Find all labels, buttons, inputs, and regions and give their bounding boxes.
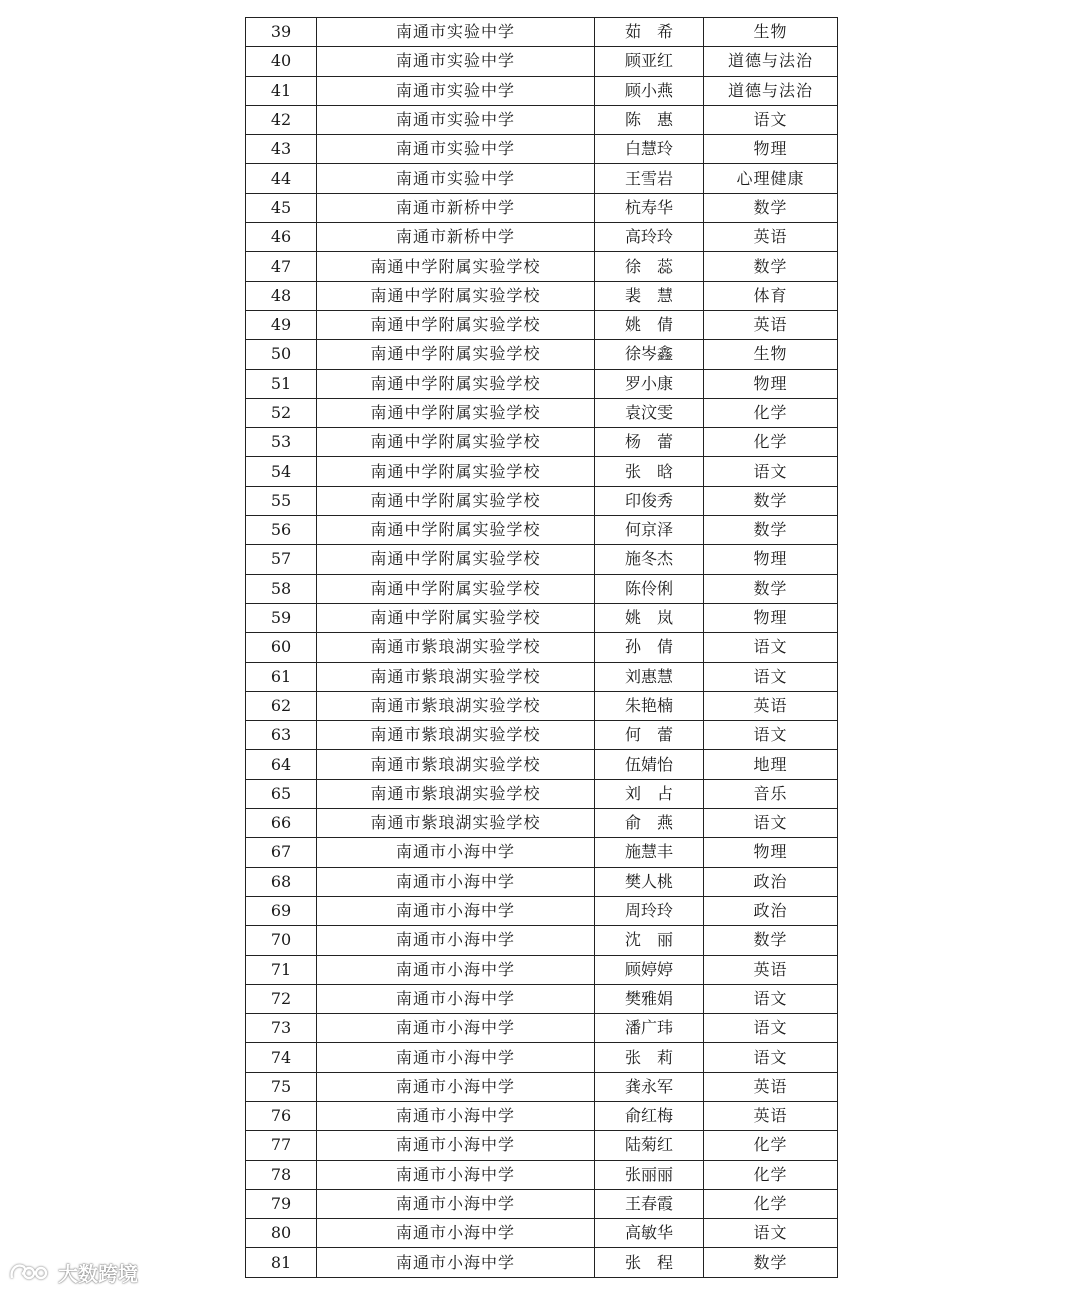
table-row: [246, 457, 838, 486]
school-cell: 南通市小海中学: [317, 1248, 595, 1277]
teacher-name-cell: 樊人桃: [595, 867, 704, 896]
school-cell: 南通市小海中学: [317, 1014, 595, 1043]
row-number-cell: 76: [246, 1101, 317, 1130]
school-cell: 南通中学附属实验学校: [317, 340, 595, 369]
subject-cell: 道德与法治: [704, 76, 838, 105]
table-row: [246, 1101, 838, 1130]
row-number-cell: 51: [246, 369, 317, 398]
subject-cell: 物理: [704, 135, 838, 164]
subject-cell: 道德与法治: [704, 47, 838, 76]
teacher-name-cell: 张 晗: [595, 457, 704, 486]
subject-cell: 物理: [704, 545, 838, 574]
subject-cell: 政治: [704, 867, 838, 896]
subject-cell: 数学: [704, 193, 838, 222]
row-number-cell: 65: [246, 779, 317, 808]
subject-cell: 数学: [704, 486, 838, 515]
teacher-name-cell: 刘 占: [595, 779, 704, 808]
teacher-name-cell: 张 莉: [595, 1043, 704, 1072]
teacher-name-cell: 张丽丽: [595, 1160, 704, 1189]
row-number-cell: 49: [246, 310, 317, 339]
teacher-name-cell: 沈 丽: [595, 926, 704, 955]
school-cell: 南通市紫琅湖实验学校: [317, 750, 595, 779]
school-cell: 南通市小海中学: [317, 1072, 595, 1101]
table-row: [246, 809, 838, 838]
row-number-cell: 57: [246, 545, 317, 574]
teacher-name-cell: 张 程: [595, 1248, 704, 1277]
table-row: [246, 1072, 838, 1101]
subject-cell: 语文: [704, 721, 838, 750]
subject-cell: 语文: [704, 457, 838, 486]
row-number-cell: 45: [246, 193, 317, 222]
table-row: [246, 662, 838, 691]
school-cell: 南通中学附属实验学校: [317, 545, 595, 574]
teacher-name-cell: 伍婧怡: [595, 750, 704, 779]
school-cell: 南通市紫琅湖实验学校: [317, 691, 595, 720]
table-row: [246, 1248, 838, 1277]
subject-cell: 英语: [704, 223, 838, 252]
table-row: [246, 486, 838, 515]
subject-cell: 语文: [704, 1219, 838, 1248]
subject-cell: 数学: [704, 926, 838, 955]
school-cell: 南通市紫琅湖实验学校: [317, 633, 595, 662]
school-cell: 南通市小海中学: [317, 1101, 595, 1130]
school-cell: 南通市小海中学: [317, 1189, 595, 1218]
row-number-cell: 47: [246, 252, 317, 281]
table-row: [246, 1014, 838, 1043]
subject-cell: 化学: [704, 1160, 838, 1189]
table-row: [246, 633, 838, 662]
teacher-name-cell: 白慧玲: [595, 135, 704, 164]
subject-cell: 语文: [704, 809, 838, 838]
school-cell: 南通中学附属实验学校: [317, 281, 595, 310]
subject-cell: 音乐: [704, 779, 838, 808]
row-number-cell: 79: [246, 1189, 317, 1218]
row-number-cell: 77: [246, 1131, 317, 1160]
subject-cell: 政治: [704, 896, 838, 925]
table-row: [246, 574, 838, 603]
table-row: [246, 779, 838, 808]
row-number-cell: 68: [246, 867, 317, 896]
row-number-cell: 80: [246, 1219, 317, 1248]
school-cell: 南通中学附属实验学校: [317, 252, 595, 281]
table-row: [246, 867, 838, 896]
table-row: [246, 721, 838, 750]
school-cell: 南通市实验中学: [317, 135, 595, 164]
teacher-name-cell: 印俊秀: [595, 486, 704, 515]
school-cell: 南通中学附属实验学校: [317, 428, 595, 457]
teacher-name-cell: 俞 燕: [595, 809, 704, 838]
row-number-cell: 56: [246, 516, 317, 545]
row-number-cell: 48: [246, 281, 317, 310]
teacher-name-cell: 杭寿华: [595, 193, 704, 222]
subject-cell: 英语: [704, 955, 838, 984]
subject-cell: 数学: [704, 1248, 838, 1277]
school-cell: 南通中学附属实验学校: [317, 457, 595, 486]
teacher-name-cell: 何 蕾: [595, 721, 704, 750]
row-number-cell: 69: [246, 896, 317, 925]
school-cell: 南通市小海中学: [317, 867, 595, 896]
row-number-cell: 67: [246, 838, 317, 867]
teacher-name-cell: 姚 倩: [595, 310, 704, 339]
row-number-cell: 44: [246, 164, 317, 193]
table-row: [246, 281, 838, 310]
school-cell: 南通市小海中学: [317, 896, 595, 925]
school-cell: 南通市实验中学: [317, 76, 595, 105]
table-row: [246, 1189, 838, 1218]
table-row: [246, 164, 838, 193]
watermark: [8, 1256, 138, 1288]
school-cell: 南通市小海中学: [317, 1160, 595, 1189]
school-cell: 南通市小海中学: [317, 1043, 595, 1072]
row-number-cell: 58: [246, 574, 317, 603]
table-row: [246, 1043, 838, 1072]
table-row: [246, 896, 838, 925]
table-row: [246, 310, 838, 339]
row-number-cell: 40: [246, 47, 317, 76]
row-number-cell: 62: [246, 691, 317, 720]
teacher-name-cell: 樊雅娟: [595, 984, 704, 1013]
teacher-name-cell: 徐岑鑫: [595, 340, 704, 369]
teacher-name-cell: 杨 蕾: [595, 428, 704, 457]
table-row: [246, 76, 838, 105]
teacher-name-cell: 施冬杰: [595, 545, 704, 574]
school-cell: 南通中学附属实验学校: [317, 603, 595, 632]
row-number-cell: 60: [246, 633, 317, 662]
row-number-cell: 64: [246, 750, 317, 779]
school-cell: 南通市实验中学: [317, 47, 595, 76]
subject-cell: 物理: [704, 838, 838, 867]
subject-cell: 化学: [704, 1189, 838, 1218]
table-row: [246, 984, 838, 1013]
table-row: [246, 428, 838, 457]
school-cell: 南通市紫琅湖实验学校: [317, 779, 595, 808]
row-number-cell: 43: [246, 135, 317, 164]
row-number-cell: 71: [246, 955, 317, 984]
table-row: [246, 955, 838, 984]
subject-cell: 生物: [704, 18, 838, 47]
subject-cell: 英语: [704, 691, 838, 720]
table-row: [246, 516, 838, 545]
subject-cell: 数学: [704, 516, 838, 545]
teacher-name-cell: 王春霞: [595, 1189, 704, 1218]
table-row: [246, 18, 838, 47]
subject-cell: 语文: [704, 633, 838, 662]
row-number-cell: 54: [246, 457, 317, 486]
school-cell: 南通中学附属实验学校: [317, 516, 595, 545]
table-row: [246, 47, 838, 76]
subject-cell: 化学: [704, 428, 838, 457]
row-number-cell: 53: [246, 428, 317, 457]
school-cell: 南通市实验中学: [317, 18, 595, 47]
table-row: [246, 545, 838, 574]
school-cell: 南通市小海中学: [317, 955, 595, 984]
teacher-name-cell: 袁汶雯: [595, 398, 704, 427]
teacher-name-cell: 王雪岩: [595, 164, 704, 193]
teacher-name-cell: 周玲玲: [595, 896, 704, 925]
school-cell: 南通市紫琅湖实验学校: [317, 662, 595, 691]
table-row: [246, 1160, 838, 1189]
teacher-name-cell: 朱艳楠: [595, 691, 704, 720]
row-number-cell: 73: [246, 1014, 317, 1043]
subject-cell: 语文: [704, 105, 838, 134]
school-cell: 南通中学附属实验学校: [317, 574, 595, 603]
row-number-cell: 72: [246, 984, 317, 1013]
row-number-cell: 50: [246, 340, 317, 369]
subject-cell: 语文: [704, 1014, 838, 1043]
row-number-cell: 63: [246, 721, 317, 750]
teacher-name-cell: 陆菊红: [595, 1131, 704, 1160]
row-number-cell: 41: [246, 76, 317, 105]
row-number-cell: 70: [246, 926, 317, 955]
teacher-name-cell: 刘惠慧: [595, 662, 704, 691]
school-cell: 南通市新桥中学: [317, 223, 595, 252]
teacher-name-cell: 徐 蕊: [595, 252, 704, 281]
table-row: [246, 750, 838, 779]
row-number-cell: 46: [246, 223, 317, 252]
subject-cell: 生物: [704, 340, 838, 369]
subject-cell: 英语: [704, 310, 838, 339]
table-row: [246, 135, 838, 164]
subject-cell: 英语: [704, 1072, 838, 1101]
row-number-cell: 59: [246, 603, 317, 632]
teacher-name-cell: 茹 希: [595, 18, 704, 47]
subject-cell: 体育: [704, 281, 838, 310]
teacher-roster-table: [245, 17, 838, 1278]
row-number-cell: 66: [246, 809, 317, 838]
teacher-name-cell: 姚 岚: [595, 603, 704, 632]
school-cell: 南通中学附属实验学校: [317, 310, 595, 339]
table-row: [246, 252, 838, 281]
teacher-name-cell: 顾婷婷: [595, 955, 704, 984]
school-cell: 南通市新桥中学: [317, 193, 595, 222]
table-row: [246, 926, 838, 955]
table-row: [246, 340, 838, 369]
teacher-name-cell: 顾亚红: [595, 47, 704, 76]
subject-cell: 化学: [704, 398, 838, 427]
roster-table-body: [246, 18, 838, 1278]
table-row: [246, 105, 838, 134]
school-cell: 南通市小海中学: [317, 926, 595, 955]
subject-cell: 语文: [704, 662, 838, 691]
teacher-name-cell: 俞红梅: [595, 1101, 704, 1130]
school-cell: 南通市实验中学: [317, 164, 595, 193]
teacher-name-cell: 罗小康: [595, 369, 704, 398]
row-number-cell: 78: [246, 1160, 317, 1189]
row-number-cell: 52: [246, 398, 317, 427]
subject-cell: 语文: [704, 984, 838, 1013]
watermark-text: 大数跨境: [58, 1261, 138, 1286]
school-cell: 南通市紫琅湖实验学校: [317, 721, 595, 750]
teacher-name-cell: 潘广玮: [595, 1014, 704, 1043]
row-number-cell: 39: [246, 18, 317, 47]
school-cell: 南通市小海中学: [317, 984, 595, 1013]
teacher-name-cell: 裴 慧: [595, 281, 704, 310]
row-number-cell: 81: [246, 1248, 317, 1277]
table-row: [246, 223, 838, 252]
teacher-name-cell: 高玲玲: [595, 223, 704, 252]
table-row: [246, 398, 838, 427]
teacher-name-cell: 施慧丰: [595, 838, 704, 867]
row-number-cell: 75: [246, 1072, 317, 1101]
table-row: [246, 838, 838, 867]
subject-cell: 物理: [704, 603, 838, 632]
subject-cell: 数学: [704, 574, 838, 603]
teacher-name-cell: 陈伶俐: [595, 574, 704, 603]
table-row: [246, 193, 838, 222]
row-number-cell: 55: [246, 486, 317, 515]
table-row: [246, 603, 838, 632]
row-number-cell: 61: [246, 662, 317, 691]
row-number-cell: 42: [246, 105, 317, 134]
teacher-name-cell: 陈 惠: [595, 105, 704, 134]
teacher-name-cell: 何京泽: [595, 516, 704, 545]
table-row: [246, 1131, 838, 1160]
subject-cell: 地理: [704, 750, 838, 779]
school-cell: 南通市小海中学: [317, 1131, 595, 1160]
school-cell: 南通市紫琅湖实验学校: [317, 809, 595, 838]
row-number-cell: 74: [246, 1043, 317, 1072]
teacher-name-cell: 顾小燕: [595, 76, 704, 105]
teacher-name-cell: 孙 倩: [595, 633, 704, 662]
school-cell: 南通市小海中学: [317, 1219, 595, 1248]
school-cell: 南通中学附属实验学校: [317, 398, 595, 427]
subject-cell: 语文: [704, 1043, 838, 1072]
subject-cell: 数学: [704, 252, 838, 281]
school-cell: 南通中学附属实验学校: [317, 486, 595, 515]
subject-cell: 英语: [704, 1101, 838, 1130]
teacher-name-cell: 高敏华: [595, 1219, 704, 1248]
teacher-name-cell: 龚永军: [595, 1072, 704, 1101]
table-row: [246, 369, 838, 398]
subject-cell: 物理: [704, 369, 838, 398]
table-row: [246, 1219, 838, 1248]
subject-cell: 心理健康: [704, 164, 838, 193]
school-cell: 南通市小海中学: [317, 838, 595, 867]
table-row: [246, 691, 838, 720]
school-cell: 南通市实验中学: [317, 105, 595, 134]
school-cell: 南通中学附属实验学校: [317, 369, 595, 398]
weibo-style-logo-icon: [8, 1258, 52, 1286]
subject-cell: 化学: [704, 1131, 838, 1160]
